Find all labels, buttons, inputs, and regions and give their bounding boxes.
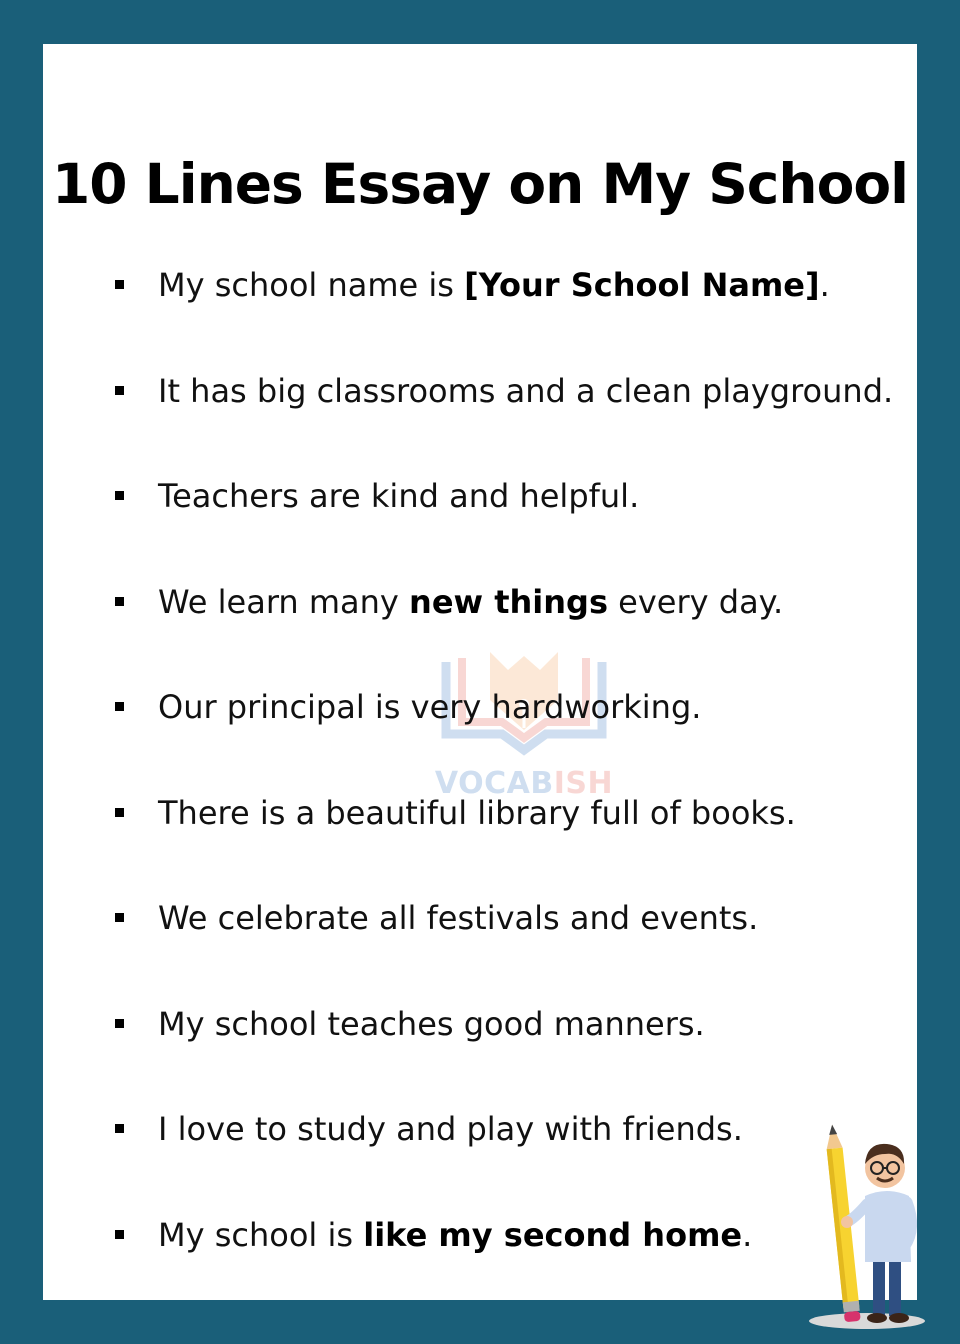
list-item-text: We learn many new things every day. xyxy=(158,583,784,621)
square-bullet-icon xyxy=(115,702,124,711)
list-item-text: Our principal is very hardworking. xyxy=(158,688,702,726)
square-bullet-icon xyxy=(115,913,124,922)
square-bullet-icon xyxy=(115,386,124,395)
list-item xyxy=(115,682,935,732)
square-bullet-icon xyxy=(115,491,124,500)
list-item xyxy=(115,366,935,416)
list-item xyxy=(115,471,935,521)
square-bullet-icon xyxy=(115,1019,124,1028)
square-bullet-icon xyxy=(115,1230,124,1239)
list-item-text: My school is like my second home. xyxy=(158,1216,753,1254)
essay-card xyxy=(43,44,917,1300)
square-bullet-icon xyxy=(115,597,124,606)
square-bullet-icon xyxy=(115,1124,124,1133)
list-item-text: There is a beautiful library full of books. xyxy=(158,794,796,832)
list-item-text: My school name is [Your School Name]. xyxy=(158,266,830,304)
list-item xyxy=(115,788,935,838)
square-bullet-icon xyxy=(115,808,124,817)
watermark-text: VOCABISH xyxy=(434,766,614,801)
square-bullet-icon xyxy=(115,280,124,289)
list-item-text: We celebrate all festivals and events. xyxy=(158,899,759,937)
page-title: 10 Lines Essay on My School xyxy=(51,152,908,216)
list-item xyxy=(115,577,935,627)
list-item-text: Teachers are kind and helpful. xyxy=(158,477,640,515)
list-item xyxy=(115,260,935,310)
list-item xyxy=(115,999,935,1049)
list-item-text: I love to study and play with friends. xyxy=(158,1110,743,1148)
teacher-with-pencil-illustration xyxy=(805,1118,931,1332)
list-item-text: It has big classrooms and a clean playground. xyxy=(158,372,894,410)
list-item-text: My school teaches good manners. xyxy=(158,1005,705,1043)
list-item xyxy=(115,893,935,943)
